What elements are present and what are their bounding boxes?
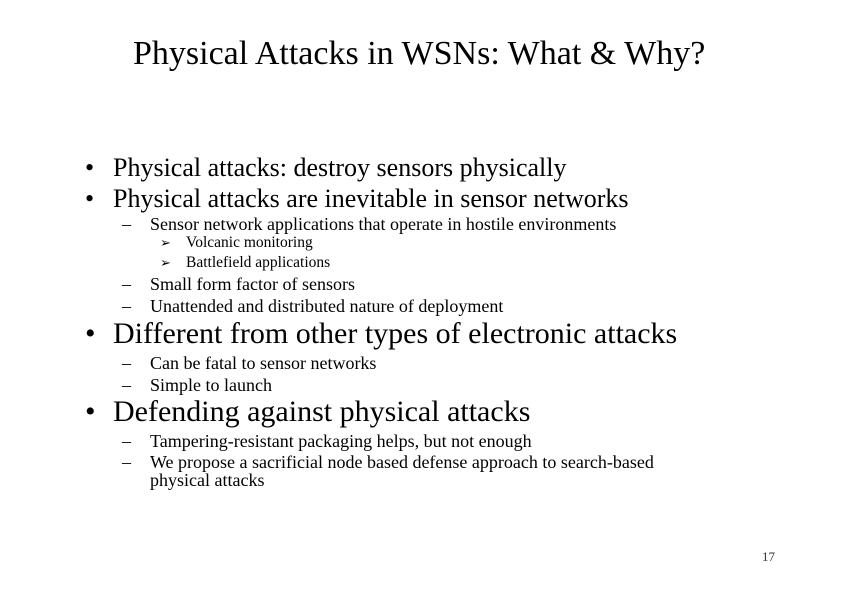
sub-item — [122, 376, 272, 394]
sub-item — [122, 453, 654, 471]
bullet-item — [85, 397, 530, 427]
bullet-icon: • — [85, 153, 95, 182]
sub-sub-item — [160, 235, 313, 251]
dash-icon: – — [122, 431, 131, 451]
bullet-item — [85, 186, 629, 212]
sub-item-text: Small form factor of sensors — [150, 274, 355, 294]
sub-sub-item-text: Battlefield applications — [186, 254, 331, 271]
arrow-bullet-icon: ➢ — [160, 256, 171, 271]
dash-icon: – — [122, 214, 131, 234]
sub-sub-item-text: Volcanic monitoring — [186, 234, 313, 251]
bullet-item — [85, 319, 677, 349]
dash-icon: – — [122, 296, 131, 316]
bullet-text: Different from other types of electronic attacks — [113, 317, 678, 350]
sub-item-text: Sensor network applications that operate in hostile environments — [150, 214, 617, 234]
bullet-icon: • — [85, 395, 96, 428]
sub-item-text: Simple to launch — [150, 375, 272, 395]
bullet-text: Defending against physical attacks — [113, 395, 531, 428]
sub-item-text: Unattended and distributed nature of deployment — [150, 296, 504, 316]
bullet-text: Physical attacks are inevitable in sensor networks — [113, 184, 629, 213]
sub-item — [122, 215, 616, 233]
sub-item — [122, 432, 532, 450]
dash-icon: – — [122, 375, 131, 395]
page-number: 17 — [762, 549, 775, 564]
bullet-icon: • — [85, 317, 96, 350]
bullet-icon: • — [85, 184, 95, 213]
sub-item-text: Can be fatal to sensor networks — [150, 353, 377, 373]
sub-item — [122, 275, 355, 293]
arrow-bullet-icon: ➢ — [160, 236, 171, 251]
sub-item-continuation: physical attacks — [150, 470, 265, 490]
dash-icon: – — [122, 274, 131, 294]
dash-icon: – — [122, 353, 131, 373]
sub-item — [122, 297, 503, 315]
bullet-item — [85, 155, 566, 181]
sub-item — [122, 354, 376, 372]
sub-item-text: We propose a sacrificial node based defense approach to search-based — [150, 452, 654, 472]
sub-sub-item — [160, 255, 330, 271]
sub-item-text: Tampering-resistant packaging helps, but not enough — [150, 431, 532, 451]
slide-title: Physical Attacks in WSNs: What & Why? — [133, 35, 706, 72]
dash-icon: – — [122, 452, 131, 472]
bullet-text: Physical attacks: destroy sensors physically — [113, 153, 567, 182]
